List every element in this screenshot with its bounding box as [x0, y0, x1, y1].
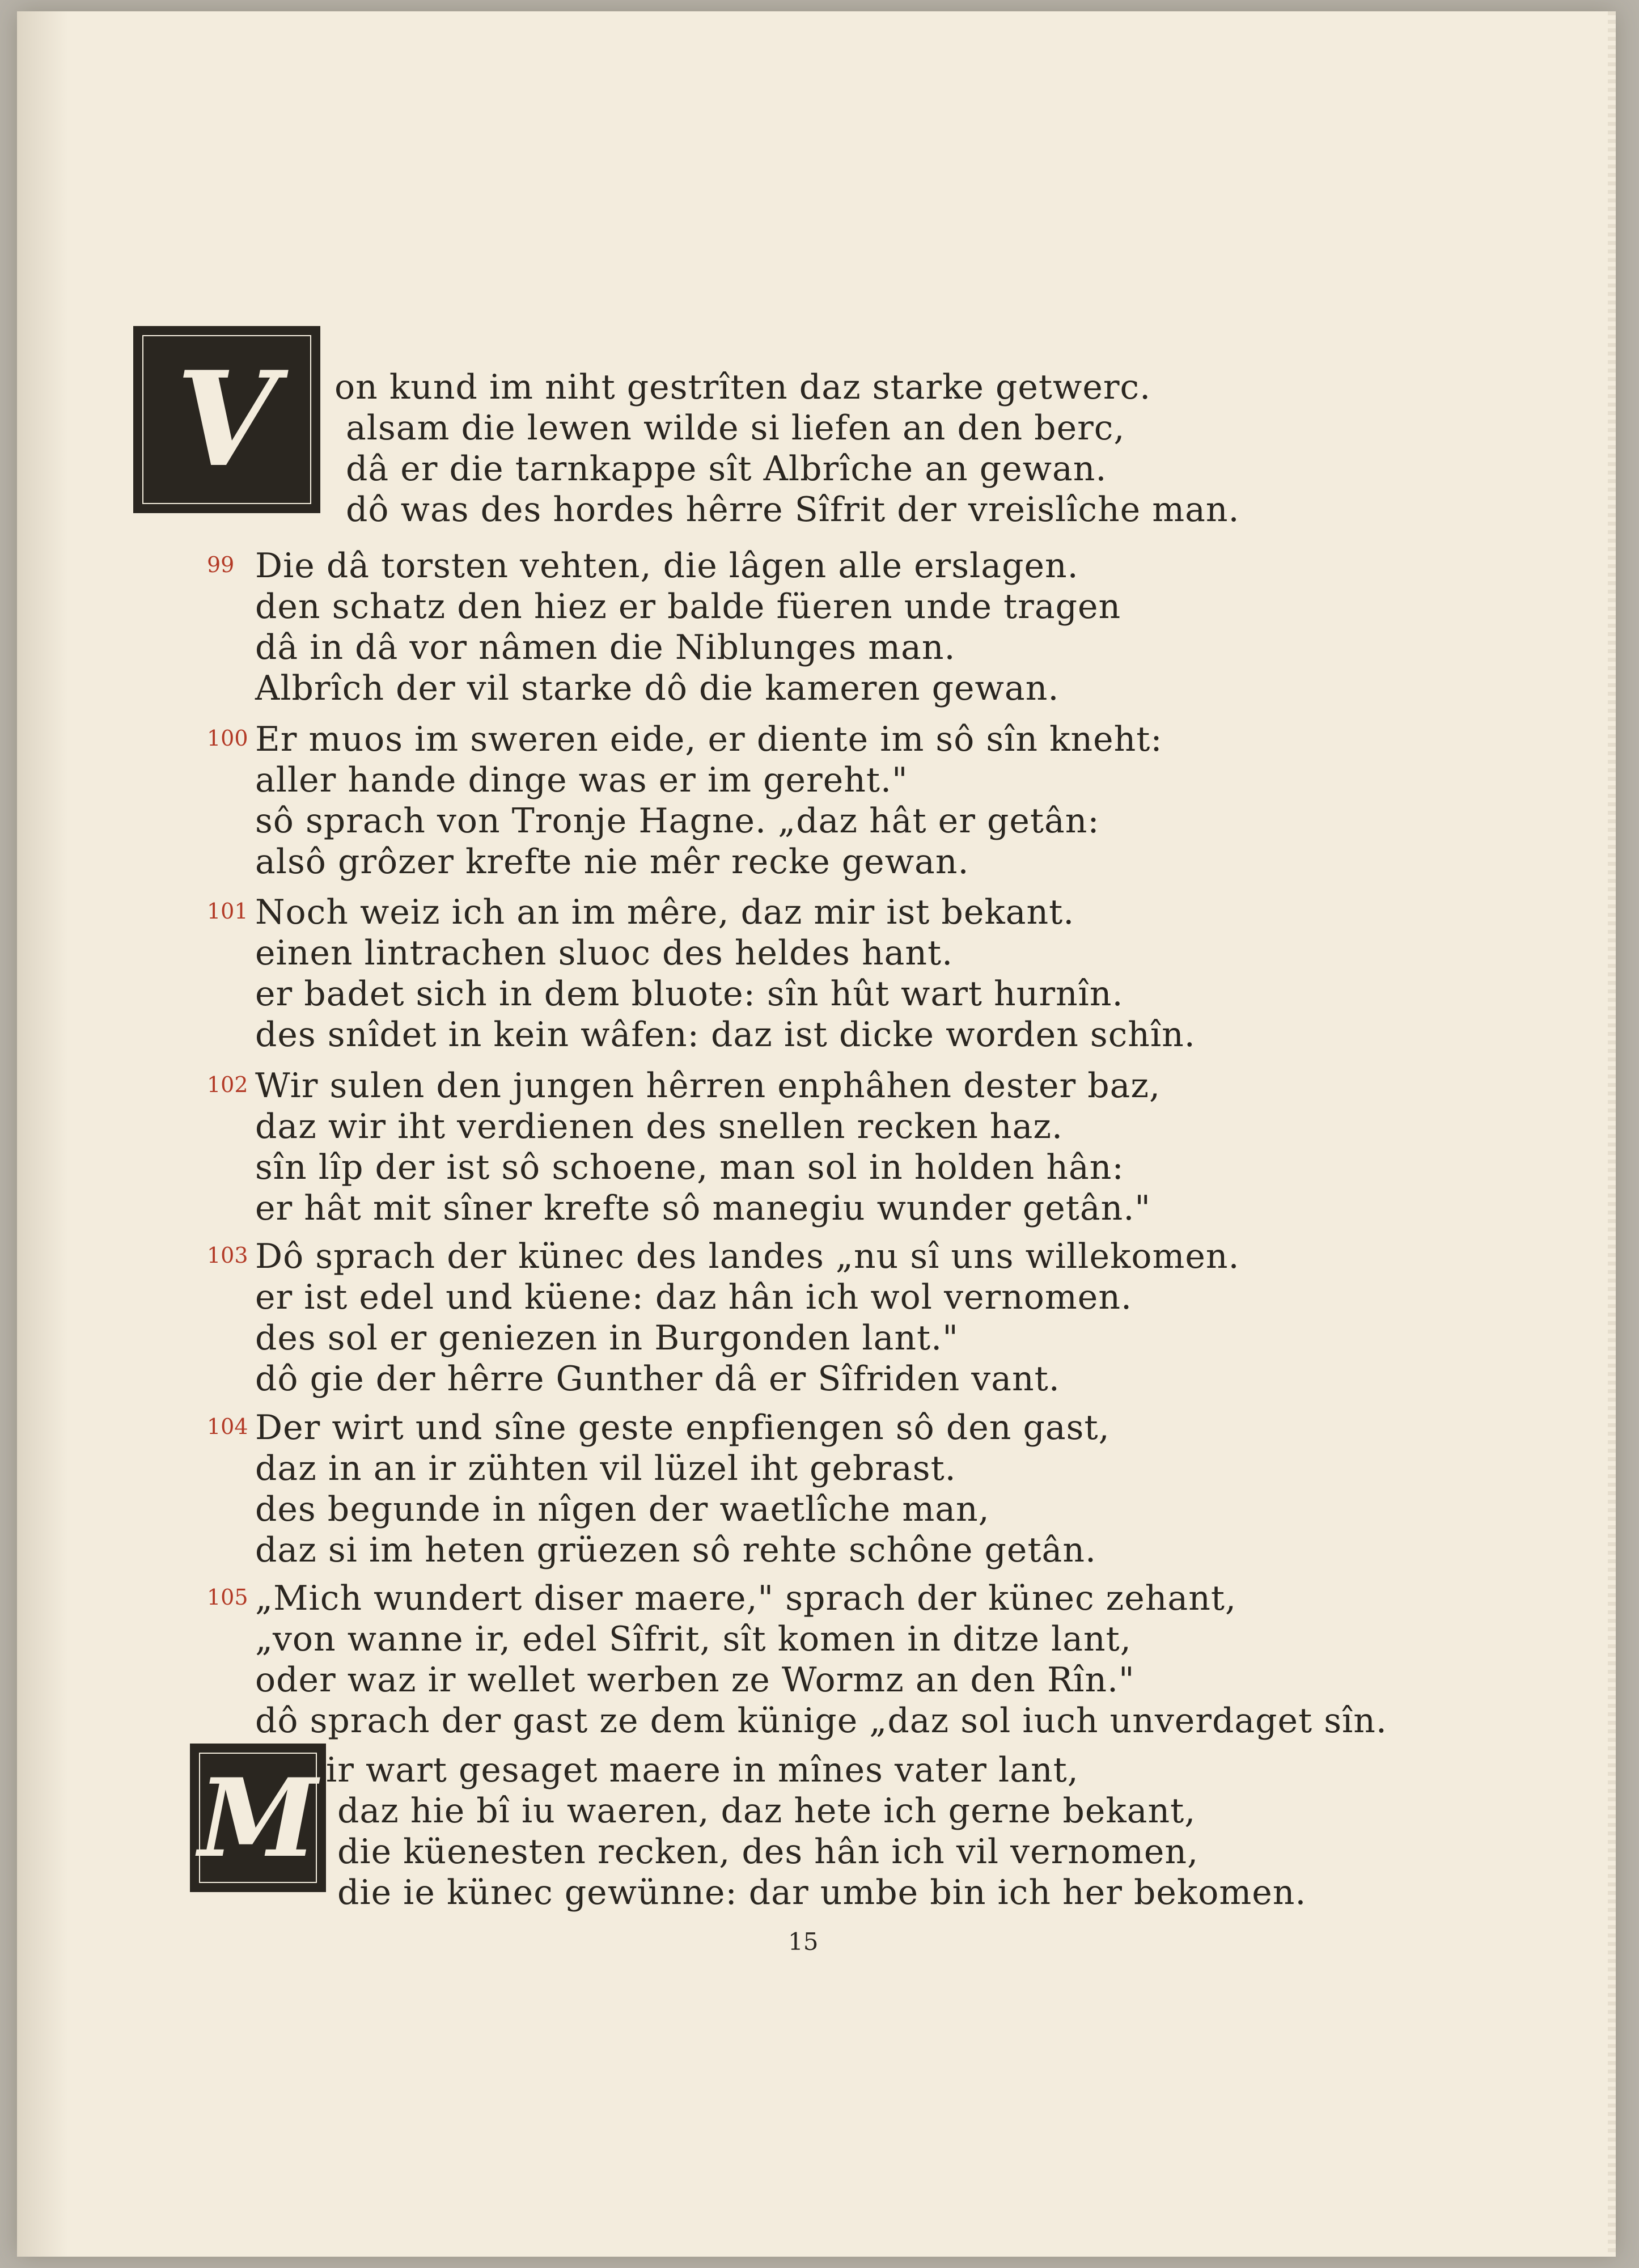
stanza — [207, 1236, 1502, 1399]
initial-frame — [199, 1753, 317, 1883]
verse-line: dâ er die tarnkappe sît Albrîche an gewan. — [346, 449, 1107, 489]
verse-line: Die dâ torsten vehten, die lâgen alle erslagen. — [255, 546, 1079, 586]
stanza-number: 100 — [207, 726, 248, 751]
verse-line: er hât mit sîner krefte sô manegiu wunder getân." — [255, 1188, 1151, 1228]
verse-line: Er muos im sweren eide, er diente im sô sîn kneht: — [255, 720, 1163, 759]
stanza — [207, 719, 1502, 882]
book-page — [17, 11, 1616, 2257]
stanza — [207, 545, 1502, 709]
verse-line: ir wart gesaget maere in mînes vater lant, — [326, 1750, 1079, 1790]
verse-line: einen lintrachen sluoc des heldes hant. — [255, 933, 954, 973]
verse-line: Albrîch der vil starke dô die kameren gewan. — [255, 668, 1060, 708]
verse-line: des sol er geniezen in Burgonden lant." — [255, 1318, 959, 1358]
decorated-initial-m — [190, 1744, 326, 1892]
stanza-number: 104 — [207, 1414, 248, 1439]
page-number: 15 — [788, 1928, 819, 1956]
stanza-closing — [326, 1750, 1573, 1913]
verse-line: dâ in dâ vor nâmen die Niblunges man. — [255, 628, 956, 667]
stanza — [207, 1578, 1502, 1741]
verse-line: alsô grôzer krefte nie mêr recke gewan. — [255, 842, 969, 882]
verse-line: die ie künec gewünne: dar umbe bin ich her bekomen. — [337, 1873, 1307, 1912]
decorated-initial-v — [133, 326, 320, 513]
initial-frame — [142, 335, 311, 504]
stanza-number: 99 — [207, 552, 235, 577]
verse-line: „Mich wundert diser maere," sprach der künec zehant, — [255, 1579, 1237, 1618]
verse-line: aller hande dinge was er im gereht." — [255, 760, 908, 800]
verse-line: den schatz den hiez er balde füeren unde tragen — [255, 587, 1121, 627]
poem-text-block — [17, 11, 1616, 2257]
verse-line: er badet sich in dem bluote: sîn hût wart hurnîn. — [255, 974, 1124, 1014]
stanza-number: 103 — [207, 1243, 248, 1268]
stanza-number: 102 — [207, 1072, 248, 1097]
stanza-number: 105 — [207, 1585, 248, 1610]
initial-letter: V — [176, 343, 278, 496]
verse-line: on kund im niht gestrîten daz starke getwerc. — [334, 367, 1151, 407]
verse-line: des snîdet in kein wâfen: daz ist dicke worden schîn. — [255, 1015, 1196, 1055]
verse-line: Wir sulen den jungen hêrren enphâhen dester baz, — [255, 1066, 1161, 1106]
verse-line: daz in an ir zühten vil lüzel iht gebrast. — [255, 1449, 956, 1488]
stanza — [207, 892, 1502, 1055]
verse-line: dô was des hordes hêrre Sîfrit der vreislîche man. — [346, 490, 1240, 530]
verse-line: oder waz ir wellet werben ze Wormz an den Rîn." — [255, 1660, 1135, 1700]
verse-line: Dô sprach der künec des landes „nu sî uns willekomen. — [255, 1237, 1240, 1276]
verse-line: Der wirt und sîne geste enpfiengen sô den gast, — [255, 1408, 1110, 1448]
verse-line: sô sprach von Tronje Hagne. „daz hât er getân: — [255, 801, 1100, 841]
verse-line: des begunde in nîgen der waetlîche man, — [255, 1490, 990, 1529]
initial-letter: M — [198, 1754, 318, 1881]
verse-line: daz si im heten grüezen sô rehte schône getân. — [255, 1530, 1097, 1570]
verse-line: alsam die lewen wilde si liefen an den berc, — [346, 408, 1125, 448]
verse-line: „von wanne ir, edel Sîfrit, sît komen in ditze lant, — [255, 1619, 1132, 1659]
verse-line: die küenesten recken, des hân ich vil vernomen, — [337, 1832, 1199, 1872]
verse-line: dô sprach der gast ze dem künige „daz sol iuch unverdaget sîn. — [255, 1701, 1387, 1741]
verse-line: Noch weiz ich an im mêre, daz mir ist bekant. — [255, 892, 1075, 932]
stanza — [207, 1407, 1502, 1571]
stanza-opening — [334, 367, 1582, 530]
verse-line: er ist edel und küene: daz hân ich wol vernomen. — [255, 1277, 1133, 1317]
stanza — [207, 1065, 1502, 1229]
verse-line: daz wir iht verdienen des snellen recken haz. — [255, 1107, 1064, 1146]
stanza-number: 101 — [207, 899, 248, 924]
verse-line: sîn lîp der ist sô schoene, man sol in holden hân: — [255, 1148, 1124, 1187]
verse-line: dô gie der hêrre Gunther dâ er Sîfriden vant. — [255, 1359, 1060, 1399]
verse-line: daz hie bî iu waeren, daz hete ich gerne bekant, — [337, 1791, 1196, 1831]
